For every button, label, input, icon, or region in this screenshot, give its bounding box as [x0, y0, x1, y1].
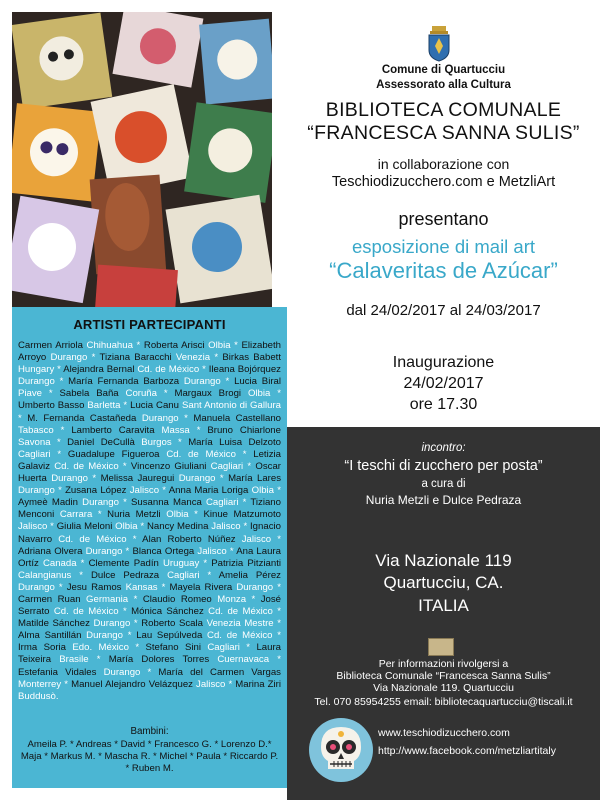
- artist-place: Monterrey: [18, 678, 62, 690]
- artist-place: Buddusò.: [18, 690, 59, 702]
- artist-name: Letizia Galaviz: [18, 448, 281, 472]
- artist-name: Roberto Scala: [141, 618, 203, 630]
- artist-place: Cd. de México: [207, 630, 273, 642]
- artist-name: Alma Santillán: [18, 630, 82, 642]
- artist-name: Zusana López: [65, 485, 127, 497]
- artist-place: Edo. México: [72, 642, 129, 654]
- artist-place: Cd. de México: [166, 448, 236, 460]
- artist-place: Durango: [103, 666, 141, 678]
- exhibition-title: “Calaveritas de Azúcar”: [329, 258, 558, 283]
- bambini-list: Ameila P. * Andreas * David * Francesco G. * Lorenzo D.* Maja * Markus M. * Mascha R. * Michel * Paula * Riccardo P. * Ruben M.: [20, 739, 279, 775]
- artist-name: Tiziano Menconi: [18, 497, 281, 521]
- artist-place: Durango: [82, 497, 119, 509]
- artist-place: Cd. de México: [137, 364, 200, 376]
- artist-place: Calangianus: [18, 569, 72, 581]
- artist-name: Birkas Babett: [222, 352, 282, 364]
- artist-place: Cagliari: [167, 569, 200, 581]
- artist-place: Cagliari: [18, 448, 51, 460]
- artist-place: Durango: [85, 545, 123, 557]
- artist-place: Monza: [217, 593, 247, 605]
- curated-by-label: a cura di: [421, 478, 466, 490]
- artist-name: Lucia Canu: [130, 400, 179, 412]
- info-line1: Per informazioni rivolgersi a: [378, 658, 509, 670]
- artist-place: Jalisco: [241, 533, 272, 545]
- artist-name: Vincenzo Giuliani: [130, 460, 207, 472]
- artist-place: Piave: [18, 388, 42, 400]
- artist-name: María Lares: [228, 473, 281, 485]
- artist-name: Lau Sepúlveda: [136, 630, 203, 642]
- artist-name: Alan Roberto Núñez: [142, 533, 236, 545]
- artist-place: Carrara: [59, 509, 93, 521]
- artist-name: Adriana Olvera: [18, 545, 83, 557]
- artist-place: Jalisco: [211, 521, 241, 533]
- library-name-line2: “FRANCESCA SANNA SULIS”: [307, 122, 580, 144]
- artist-place: Durango: [86, 630, 123, 642]
- artist-name: Manuela Castellano: [193, 412, 281, 424]
- partners-text: Teschiodizucchero.com e MetzliArt: [331, 174, 556, 190]
- info-line4: Tel. 070 85954255 email: bibliotecaquartucciu@tiscali.it: [314, 696, 573, 708]
- artist-name: Carmen Arriola: [18, 340, 83, 351]
- artist-name: Laura Teixeira: [18, 642, 281, 666]
- artist-place: Durango: [50, 352, 88, 364]
- artist-name: Sabela Baña: [59, 388, 119, 400]
- artist-name: Guadalupe Figueroa: [67, 448, 160, 460]
- exhibition-type: esposizione di mail art: [351, 236, 536, 257]
- artist-place: Durango: [51, 473, 89, 485]
- artist-name: Oscar Huerta: [18, 460, 281, 485]
- small-logo-icon: [428, 638, 454, 656]
- artist-name: M. Fernanda Castañeda: [27, 412, 137, 424]
- artist-name: Lucia Biral: [234, 376, 281, 388]
- artist-name: Umberto Basso: [18, 400, 85, 412]
- artist-place: Durango: [141, 412, 179, 424]
- collaboration-text: in collaborazione con: [377, 156, 510, 172]
- exhibition-dates: dal 24/02/2017 al 24/03/2017: [346, 302, 541, 319]
- artist-name: María Fernanda Barboza: [68, 376, 180, 388]
- address-line2: Quartucciu, CA.: [383, 573, 504, 592]
- artist-place: Kansas: [125, 581, 158, 593]
- artist-place: Barletta: [87, 400, 121, 412]
- artist-place: Durango: [18, 485, 55, 497]
- artist-name: Alejandra Bernal: [63, 364, 135, 376]
- artist-place: Cd. de México: [208, 606, 273, 618]
- artist-place: Cuernavaca: [217, 654, 270, 666]
- artist-name: Carmen Ruan: [18, 593, 81, 605]
- artist-name: Irma Soria: [18, 642, 66, 654]
- artist-place: Olbia: [251, 485, 275, 497]
- artist-name: Patrizia Pitzianti: [211, 557, 281, 569]
- assessorato: Assessorato alla Cultura: [376, 79, 511, 91]
- artist-place: Jalisco: [196, 678, 226, 690]
- artist-place: Cagliari: [205, 497, 239, 509]
- artist-place: Coruña: [125, 388, 157, 400]
- artist-place: Durango: [236, 581, 274, 593]
- artist-place: Cd. de México: [58, 533, 127, 545]
- artist-name: Ana Laura Ortíz: [18, 545, 281, 569]
- opening-date: 24/02/2017: [403, 375, 484, 392]
- artist-name: Kinue Matzumoto: [203, 509, 281, 521]
- artist-place: Chihuahua: [86, 340, 133, 351]
- artist-place: Durango: [93, 618, 131, 630]
- artists-title: ARTISTI PARTECIPANTI: [73, 317, 226, 332]
- presentano-text: presentano: [398, 209, 489, 229]
- artist-name: Marina Ziri: [235, 678, 281, 690]
- artist-place: Cagliari: [210, 460, 244, 472]
- artist-place: Durango: [178, 473, 216, 485]
- artist-name: Mayela Rivera: [169, 581, 233, 593]
- artist-place: Durango: [18, 581, 55, 593]
- artist-place: Olbia: [166, 509, 189, 521]
- sugar-skull-icon: [308, 717, 374, 783]
- artist-name: Jesu Ramos: [66, 581, 122, 593]
- artist-place: Cagliari: [207, 642, 240, 654]
- artist-place: Massa: [161, 424, 190, 436]
- artist-name: Stefano Sini: [145, 642, 201, 654]
- artist-name: Manuel Alejandro Velázquez: [71, 678, 193, 690]
- artist-place: Burgos: [141, 436, 172, 448]
- artist-name: Elizabeth Arroyo: [18, 340, 281, 364]
- artist-name: Bruno Chiarlone: [207, 424, 281, 436]
- artist-name: Dulce Pedraza: [90, 569, 160, 581]
- info-line2: Biblioteca Comunale “Francesca Sanna Sulis”: [336, 670, 551, 682]
- artist-place: Hungary: [18, 364, 55, 376]
- meeting-title: “I teschi di zucchero per posta”: [344, 458, 543, 474]
- website-link[interactable]: www.teschiodizucchero.com: [378, 727, 510, 739]
- artist-name: María Luisa Delzoto: [188, 436, 281, 448]
- artist-name: Amelia Pérez: [218, 569, 281, 581]
- address-line1: Via Nazionale 119: [375, 551, 512, 570]
- artist-name: Tiziana Baracchi: [99, 352, 172, 364]
- artist-name: Nuria Metzli: [107, 509, 161, 521]
- artist-name: Matilde Sánchez: [18, 618, 90, 630]
- artist-name: Ileana Bojórquez: [208, 364, 281, 376]
- artist-place: Sant Antonio di Gallura: [181, 400, 281, 412]
- artist-place: Germania: [86, 593, 129, 605]
- artist-place: Savona: [18, 436, 51, 448]
- facebook-link[interactable]: http://www.facebook.com/metzliartitaly: [378, 745, 556, 757]
- artist-place: Jalisco: [129, 485, 160, 497]
- artist-name: Estefania Vidales: [18, 666, 97, 678]
- opening-label: Inaugurazione: [392, 354, 495, 371]
- address-line3: ITALIA: [418, 596, 469, 615]
- artist-place: Cd. de México: [54, 460, 119, 472]
- artist-place: Uruguay: [162, 557, 200, 569]
- artist-place: Durango: [18, 376, 55, 388]
- artist-place: Cd. de México: [53, 606, 119, 618]
- artist-name: Clemente Padín: [88, 557, 159, 569]
- artist-name: Mónica Sánchez: [131, 606, 204, 618]
- meeting-label: incontro:: [421, 442, 466, 454]
- artist-name: José Serrato: [18, 593, 281, 618]
- comune-name: Comune di Quartucciu: [381, 64, 506, 76]
- artists-list: Carmen Arriola Chihuahua * Roberta Arisci Olbia * Elizabeth Arroyo Durango * Tiziana Baracchi Venezia * Birkas Babett Hungary * Alejandra Bernal Cd. de México * Ileana Bojórquez Durango * María Fernanda Barboza Durango * Lucia Biral Piave * Sabela Baña Coruña * Margaux Brogi Olbia * Umberto Basso Barletta * Lucia Canu Sant Antonio di Gallura * M. Fernanda Castañeda Durango * Manuela Castellano Tabasco * Lamberto Caravita Massa * Bruno Chiarlone Savona * Daniel DeCullà Burgos * María Luisa Delzoto Cagliari * Guadalupe Figueroa Cd. de México * Letizia Galaviz Cd. de México * Vincenzo Giuliani Cagliari * Oscar Huerta Durango * Melissa Jauregui Durango * María Lares Durango * Zusana López Jalisco * Anna Maria Loriga Olbia * Aymeè Madin Durango * Susanna Manca Cagliari * Tiziano Menconi Carrara * Nuria Metzli Olbia * Kinue Matzumoto Jalisco * Giulia Meloni Olbia * Nancy Medina Jalisco * Ignacio Navarro Cd. de México * Alan Roberto Núñez Jalisco * Adriana Olvera Durango * Blanca Ortega Jalisco * Ana Laura Ortíz Canada * Clemente Padín Uruguay * Patrizia Pitzianti Calangianus * Dulce Pedraza Cagliari * Amelia Pérez Durango * Jesu Ramos Kansas * Mayela Rivera Durango * Carmen Ruan Germania * Claudio Romeo Monza * José Serrato Cd. de México * Mónica Sánchez Cd. de México * Matilde Sánchez Durango * Roberto Scala Venezia Mestre * Alma Santillán Durango * Lau Sepúlveda Cd. de México * Irma Soria Edo. México * Stefano Sini Cagliari * Laura Teixeira Brasile * María Dolores Torres Cuernavaca * Estefania Vidales Durango * María del Carmen Vargas Monterrey * Manuel Alejandro Velázquez Jalisco * Marina Ziri Buddusò.: [18, 340, 282, 702]
- artist-name: María del Carmen Vargas: [158, 666, 281, 678]
- artist-name: Anna Maria Loriga: [168, 485, 249, 497]
- artist-name: Susanna Manca: [131, 497, 202, 509]
- artist-name: Lamberto Caravita: [71, 424, 155, 436]
- artist-place: Canada: [42, 557, 77, 569]
- opening-time: ore 17.30: [409, 396, 478, 413]
- artist-place: Olbia: [247, 388, 271, 400]
- library-name-line1: BIBLIOTECA COMUNALE: [325, 99, 562, 121]
- artist-place: Durango: [183, 376, 221, 388]
- artist-name: Daniel DeCullà: [67, 436, 135, 448]
- artist-name: Roberta Arisci: [143, 340, 205, 351]
- speakers: Nuria Metzli e Dulce Pedraza: [365, 493, 522, 507]
- artist-place: Olbia: [115, 521, 138, 533]
- mail-art-collage-photo: [12, 12, 272, 307]
- artist-name: Claudio Romeo: [142, 593, 212, 605]
- artist-name: Margaux Brogi: [174, 388, 242, 400]
- artist-place: Tabasco: [18, 424, 54, 436]
- artist-name: Nancy Medina: [146, 521, 209, 533]
- bambini-title: Bambini:: [130, 726, 169, 737]
- artist-place: Venezia Mestre: [206, 618, 274, 630]
- artist-place: Jalisco: [197, 545, 227, 557]
- artist-name: Aymeè Madin: [18, 497, 78, 509]
- artist-place: Brasile: [59, 654, 89, 666]
- municipal-crest-icon: [426, 26, 452, 62]
- artist-name: Melissa Jauregui: [100, 473, 175, 485]
- artists-panel: [12, 307, 287, 788]
- artist-name: María Dolores Torres: [108, 654, 210, 666]
- artist-place: Olbia: [208, 340, 231, 351]
- artist-name: Giulia Meloni: [56, 521, 113, 533]
- artist-place: Jalisco: [18, 521, 48, 533]
- info-line3: Via Nazionale 119. Quartucciu: [373, 682, 514, 694]
- artist-name: Ignacio Navarro: [18, 521, 281, 545]
- artist-place: Venezia: [175, 352, 211, 364]
- artist-name: Blanca Ortega: [132, 545, 195, 557]
